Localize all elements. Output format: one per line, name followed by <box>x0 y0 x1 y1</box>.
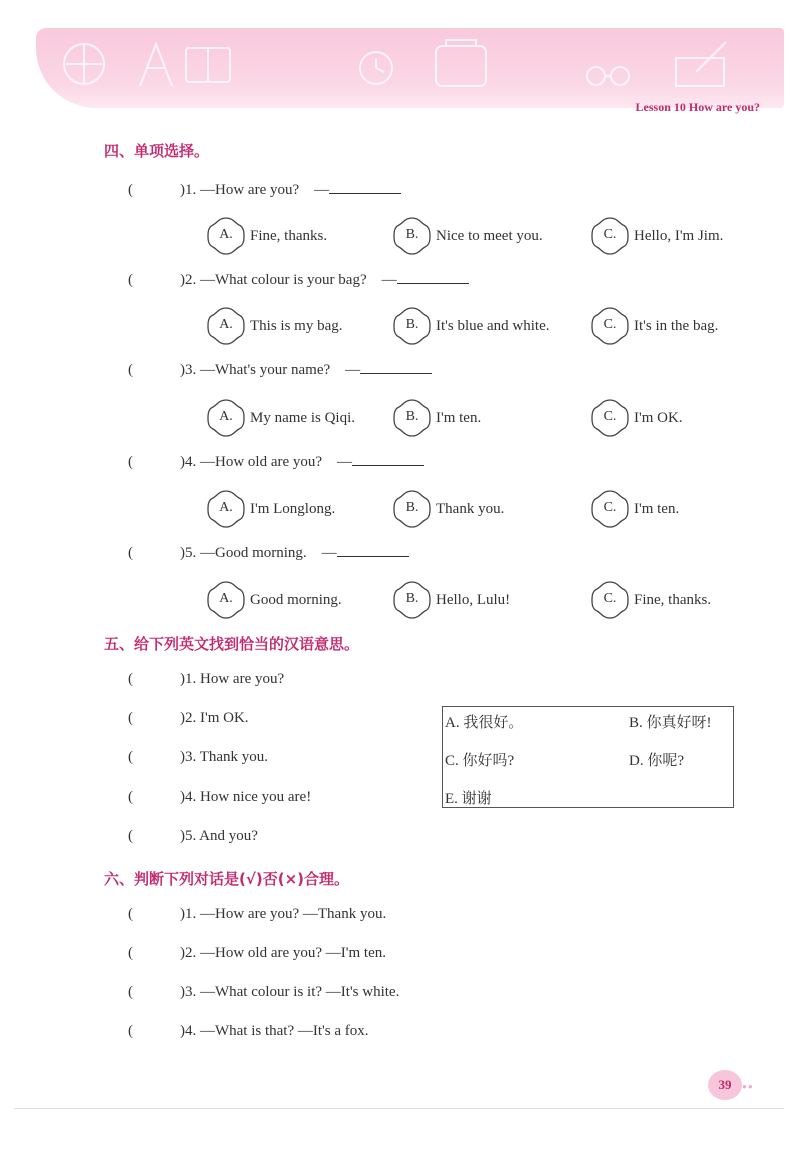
flower-badge-icon: A. <box>206 306 246 346</box>
answer-paren[interactable]: ( <box>128 671 133 687</box>
options-4-2 <box>206 306 766 346</box>
option-b[interactable]: B. Thank you. <box>392 489 504 529</box>
flower-badge-icon: A. <box>206 489 246 529</box>
answer-blank[interactable] <box>329 179 401 194</box>
flower-badge-icon: B. <box>392 489 432 529</box>
question-4-2: ( )2. —What colour is your bag? — <box>128 268 469 289</box>
options-4-4 <box>206 489 766 529</box>
page-number: 39 <box>708 1070 742 1100</box>
choice-d: D. 你呢? <box>629 753 684 769</box>
answer-paren[interactable]: ( <box>128 906 133 922</box>
answer-paren[interactable]: ( <box>128 710 133 726</box>
answer-paren[interactable]: ( <box>128 828 133 844</box>
answer-paren[interactable]: ( <box>128 789 133 805</box>
decorative-dots-icon: ●● <box>742 1082 754 1091</box>
option-a[interactable]: A. My name is Qiqi. <box>206 398 355 438</box>
choice-b: B. 你真好呀! <box>629 715 712 731</box>
answer-blank[interactable] <box>337 542 409 557</box>
answer-paren[interactable]: ( <box>128 1023 133 1039</box>
chinese-meaning-box <box>442 706 734 808</box>
choice-e: E. 谢谢 <box>445 791 492 807</box>
option-a[interactable]: A. Fine, thanks. <box>206 216 327 256</box>
answer-paren[interactable]: ( <box>128 984 133 1000</box>
flower-badge-icon: B. <box>392 398 432 438</box>
judge-item-2: ( )2. —How old are you? —I'm ten. <box>128 945 386 961</box>
choice-c: C. 你好吗? <box>445 753 515 769</box>
matching-item-3: ( )3. Thank you. <box>128 749 269 765</box>
flower-badge-icon: C. <box>590 489 630 529</box>
options-4-5 <box>206 580 766 620</box>
globe-lines <box>66 44 102 84</box>
option-b[interactable]: B. Hello, Lulu! <box>392 580 510 620</box>
footer-divider <box>14 1108 784 1109</box>
answer-blank[interactable] <box>360 359 432 374</box>
choice-a: A. 我很好。 <box>445 715 524 731</box>
option-c[interactable]: C. It's in the bag. <box>590 306 718 346</box>
matching-item-2: ( )2. I'm OK. <box>128 710 249 726</box>
judge-item-3: ( )3. —What colour is it? —It's white. <box>128 984 400 1000</box>
header-banner <box>36 28 784 108</box>
options-4-3 <box>206 398 766 438</box>
answer-blank[interactable] <box>352 451 424 466</box>
question-4-4: ( )4. —How old are you? — <box>128 450 424 471</box>
option-c[interactable]: C. Hello, I'm Jim. <box>590 216 723 256</box>
option-a[interactable]: A. I'm Longlong. <box>206 489 335 529</box>
judge-item-4: ( )4. —What is that? —It's a fox. <box>128 1023 369 1039</box>
option-b[interactable]: B. I'm ten. <box>392 398 481 438</box>
bag-icon <box>436 46 486 86</box>
section-6-title: 六、判断下列对话是(√)否(×)合理。 <box>104 870 349 888</box>
flower-badge-icon: C. <box>590 580 630 620</box>
glasses-icon <box>587 67 605 85</box>
matching-item-1: ( )1. How are you? <box>128 671 285 687</box>
options-4-1 <box>206 216 766 256</box>
flower-badge-icon: C. <box>590 398 630 438</box>
answer-paren[interactable]: ( <box>128 945 133 961</box>
option-c[interactable]: C. I'm OK. <box>590 398 683 438</box>
flower-badge-icon: B. <box>392 306 432 346</box>
option-b[interactable]: B. Nice to meet you. <box>392 216 543 256</box>
flower-badge-icon: A. <box>206 216 246 256</box>
flower-badge-icon: C. <box>590 216 630 256</box>
section-5-title: 五、给下列英文找到恰当的汉语意思。 <box>104 635 360 653</box>
lesson-title: Lesson 10 How are you? <box>635 100 760 114</box>
answer-blank[interactable] <box>397 269 469 284</box>
option-b[interactable]: B. It's blue and white. <box>392 306 550 346</box>
option-a[interactable]: A. This is my bag. <box>206 306 343 346</box>
flower-badge-icon: B. <box>392 580 432 620</box>
matching-item-4: ( )4. How nice you are! <box>128 789 312 805</box>
option-c[interactable]: C. I'm ten. <box>590 489 679 529</box>
flower-badge-icon: B. <box>392 216 432 256</box>
banner-decoration <box>36 28 784 108</box>
option-a[interactable]: A. Good morning. <box>206 580 342 620</box>
flower-badge-icon: A. <box>206 580 246 620</box>
judge-item-1: ( )1. —How are you? —Thank you. <box>128 906 387 922</box>
option-c[interactable]: C. Fine, thanks. <box>590 580 711 620</box>
flower-badge-icon: A. <box>206 398 246 438</box>
question-4-1: ( )1. —How are you? — <box>128 178 401 199</box>
matching-item-5: ( )5. And you? <box>128 828 258 844</box>
flower-badge-icon: C. <box>590 306 630 346</box>
ruler-icon <box>140 44 172 86</box>
answer-paren[interactable]: ( <box>128 749 133 765</box>
question-4-3: ( )3. —What's your name? — <box>128 358 432 379</box>
section-4-title: 四、单项选择。 <box>104 142 210 160</box>
pencil-box-icon <box>676 58 724 86</box>
question-4-5: ( )5. —Good morning. — <box>128 541 409 562</box>
